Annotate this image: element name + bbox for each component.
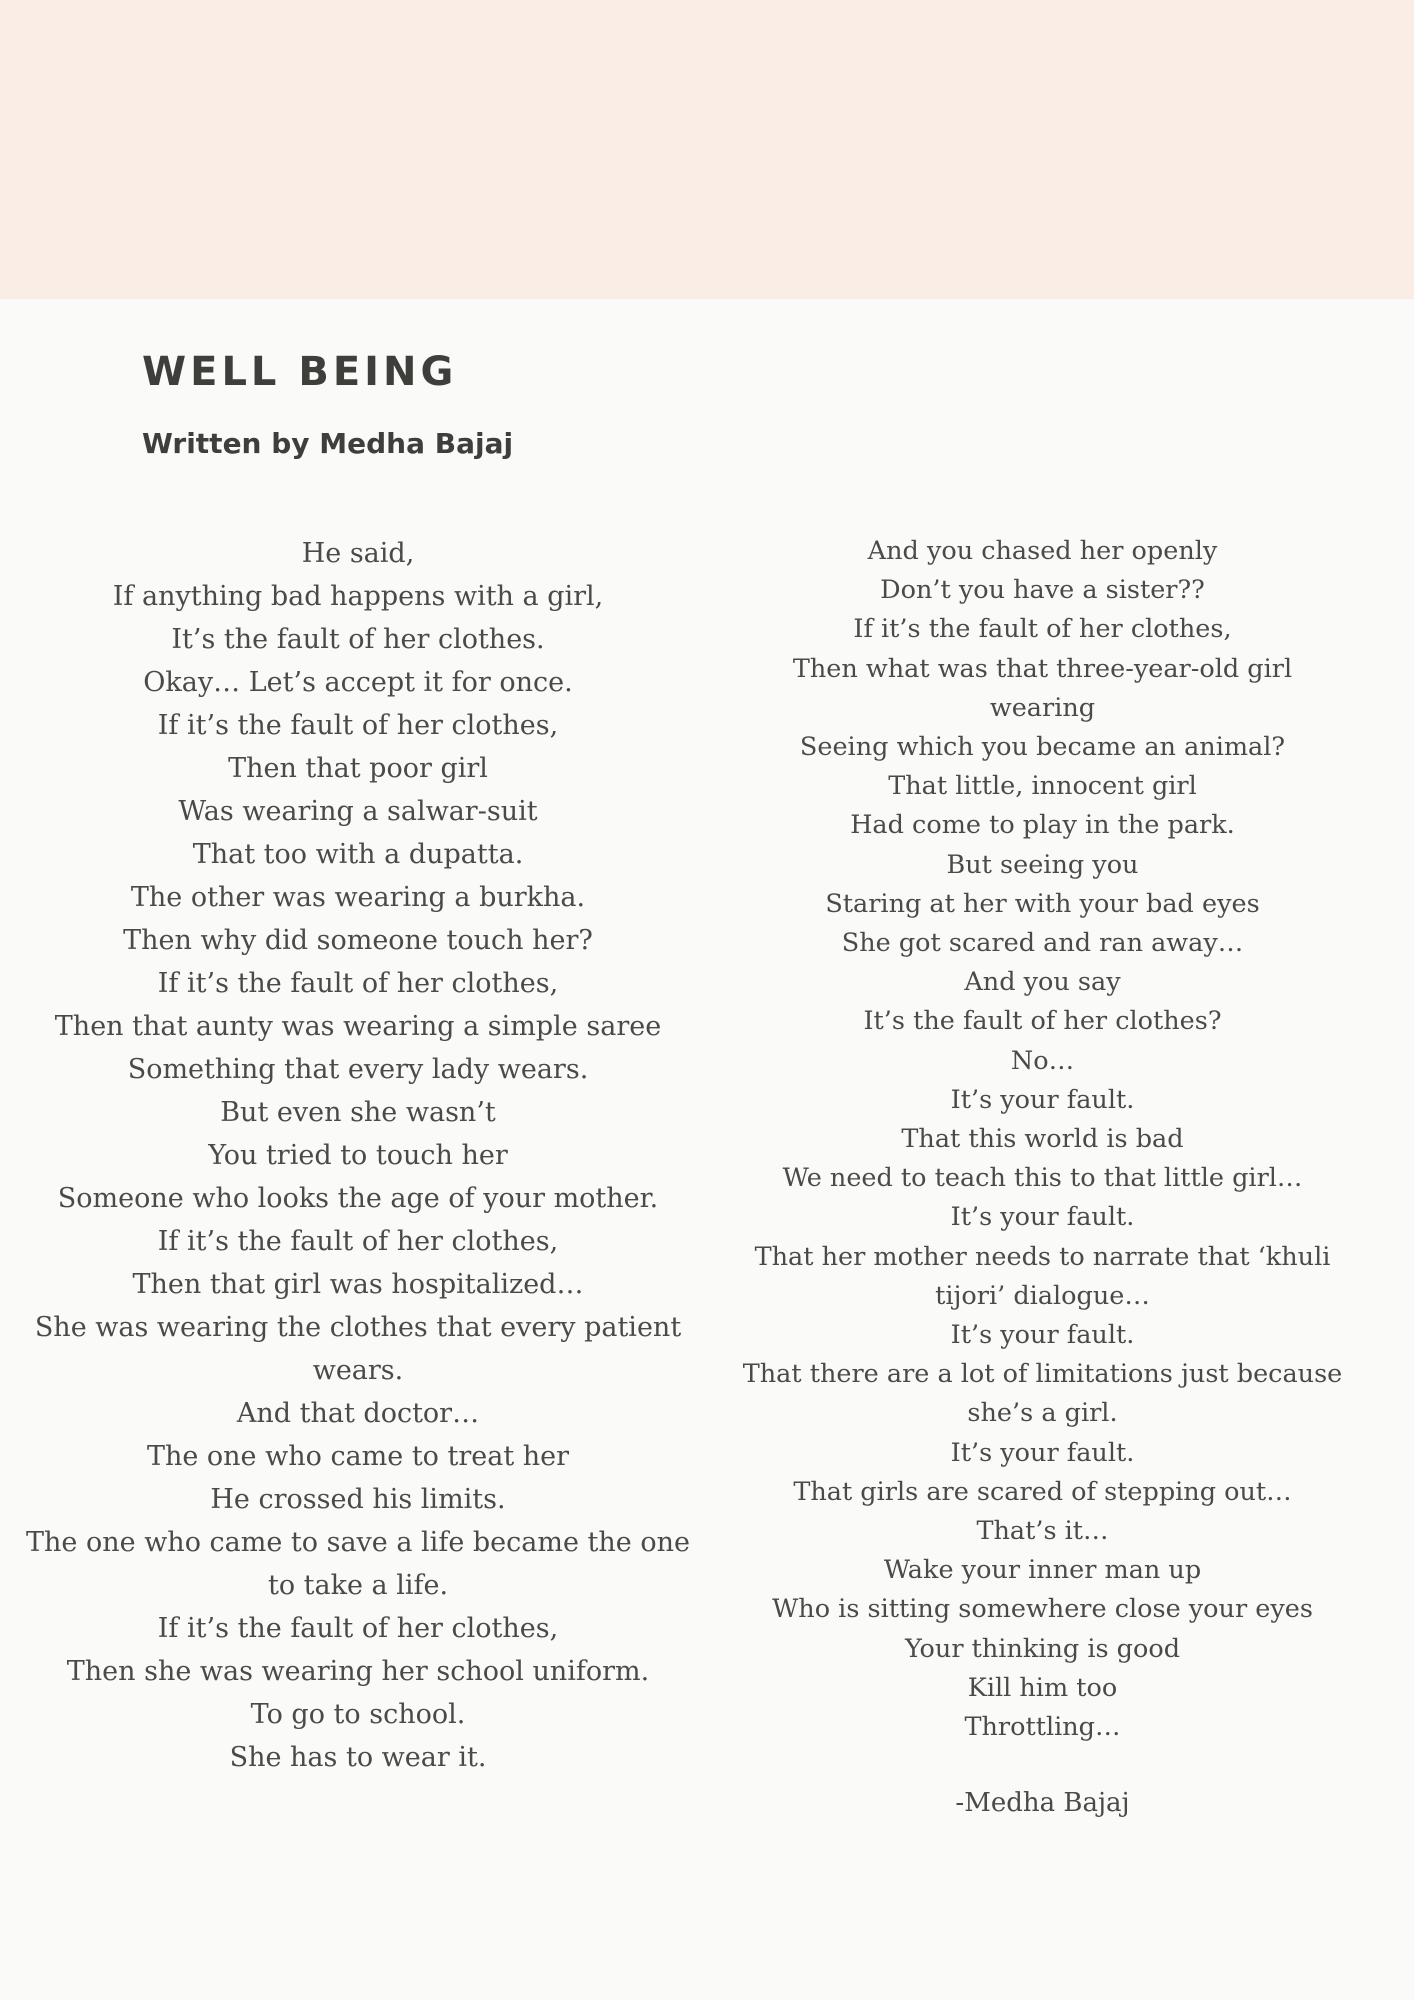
poem-line: We need to teach this to that little girl…	[782, 1163, 1303, 1194]
poem-line: That this world is bad	[901, 1124, 1184, 1155]
poem-line: That girls are scared of stepping out…	[793, 1476, 1292, 1507]
poem-line: That too with a dupatta.	[192, 839, 524, 870]
poem-line: Okay… Let’s accept it for once.	[143, 667, 573, 698]
poem-line: But even she wasn’t	[220, 1097, 496, 1128]
poem-line: It’s the fault of her clothes.	[171, 624, 545, 655]
poem-line: If it’s the fault of her clothes,	[853, 614, 1232, 645]
poem-line: It’s the fault of her clothes?	[863, 1006, 1222, 1037]
poem-line: Then why did someone touch her?	[123, 925, 593, 956]
poem-line: If it’s the fault of her clothes,	[157, 968, 559, 999]
poem-line: That’s it…	[976, 1516, 1109, 1547]
poem-line: wearing	[989, 692, 1096, 723]
poem-line: Was wearing a salwar-suit	[178, 796, 538, 827]
poem-line: Then that girl was hospitalized…	[132, 1269, 584, 1300]
poem-line: Staring at her with your bad eyes	[825, 888, 1260, 919]
poem-line: Don’t you have a sister??	[880, 575, 1205, 606]
poem-right-column	[730, 532, 1355, 1747]
poem-line: If it’s the fault of her clothes,	[157, 1613, 559, 1644]
poem-line: She got scared and ran away…	[841, 928, 1244, 959]
poem-line: She has to wear it.	[229, 1742, 487, 1773]
poem-left-column	[10, 532, 706, 1779]
poem-line: Who is sitting somewhere close your eyes	[772, 1594, 1313, 1625]
poem-line: That little, innocent girl	[888, 771, 1197, 802]
poem-line: Then she was wearing her school uniform.	[66, 1656, 650, 1687]
poem-line: It’s your fault.	[950, 1320, 1135, 1351]
poem-line: The other was wearing a burkha.	[130, 882, 586, 913]
poem-line: He crossed his limits.	[210, 1484, 506, 1515]
poem-line: She was wearing the clothes that every patient	[34, 1312, 682, 1343]
poem-line: Then that aunty was wearing a simple saree	[54, 1011, 662, 1042]
poem-line: tijori’ dialogue…	[935, 1280, 1150, 1311]
poem-line: If it’s the fault of her clothes,	[157, 1226, 559, 1257]
poem-line: wears.	[312, 1355, 404, 1386]
poem-line: Someone who looks the age of your mother.	[57, 1183, 659, 1214]
poem-line: And that doctor…	[236, 1398, 480, 1429]
poem-line: It’s your fault.	[950, 1084, 1135, 1115]
poem-line: That there are a lot of limitations just because	[742, 1359, 1343, 1390]
signature: -Medha Bajaj	[955, 1788, 1130, 1818]
poem-line: to take a life.	[267, 1570, 449, 1601]
poem-line: He said,	[301, 538, 415, 569]
poem-line: Wake your inner man up	[883, 1555, 1202, 1586]
poem-line: And you chased her openly	[867, 536, 1218, 566]
poem-line: But seeing you	[946, 849, 1139, 880]
header-band	[0, 0, 1414, 299]
poem-line: It’s your fault.	[950, 1202, 1135, 1233]
poem-line: Kill him too	[967, 1672, 1118, 1703]
poem-line: Then that poor girl	[228, 753, 488, 784]
poem-line: That her mother needs to narrate that ‘khuli	[754, 1241, 1331, 1272]
poem-line: No…	[1010, 1045, 1075, 1076]
poem-line: The one who came to save a life became the one	[26, 1527, 690, 1558]
author-byline: Written by Medha Bajaj	[142, 427, 514, 460]
poem-line: Seeing which you became an animal?	[799, 732, 1286, 763]
poem-line: If it’s the fault of her clothes,	[157, 710, 559, 741]
poem-line: Your thinking is good	[904, 1633, 1181, 1664]
poem-line: she’s a girl.	[967, 1398, 1118, 1429]
poem-line: Then what was that three-year-old girl	[792, 653, 1293, 684]
page-title: WELL BEING	[142, 349, 458, 395]
poem-line: Throttling…	[964, 1712, 1121, 1743]
poem-line: To go to school.	[250, 1699, 466, 1730]
poem-line: And you say	[964, 967, 1121, 998]
poem-line: The one who came to treat her	[146, 1441, 570, 1472]
poem-line: Something that every lady wears.	[127, 1054, 589, 1085]
poem-line: It’s your fault.	[950, 1437, 1135, 1468]
poem-line: If anything bad happens with a girl,	[112, 581, 604, 612]
poem-line: You tried to touch her	[208, 1140, 508, 1171]
poem-line: Had come to play in the park.	[850, 810, 1235, 841]
